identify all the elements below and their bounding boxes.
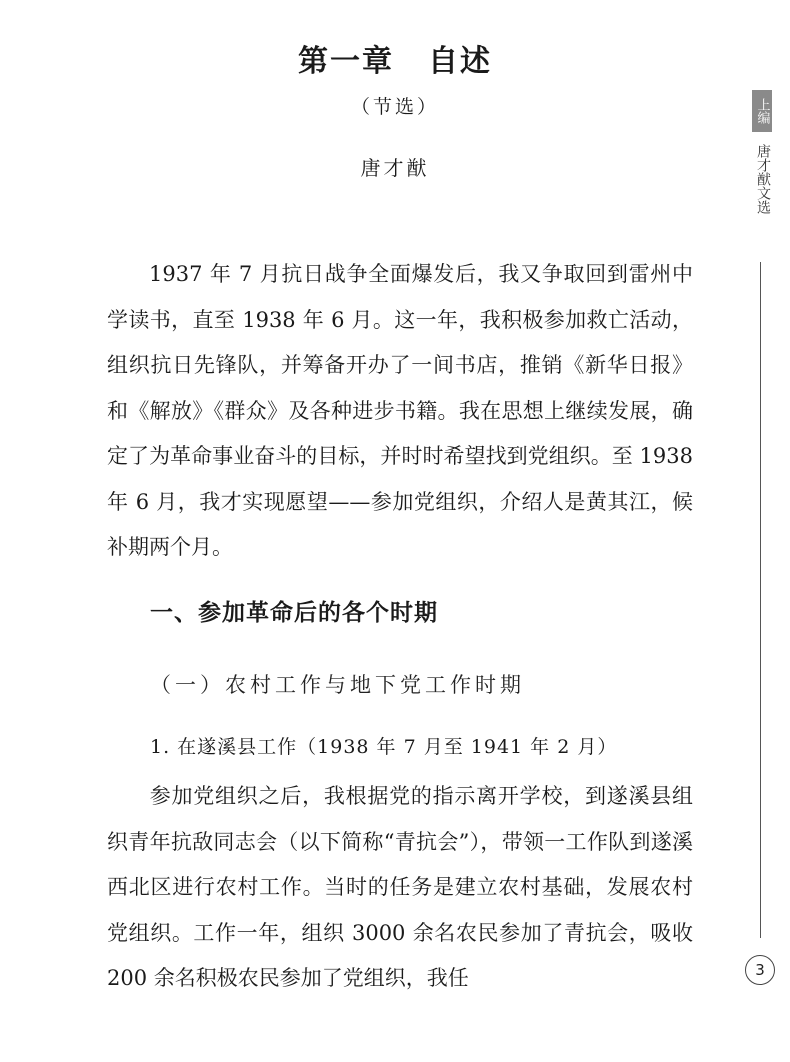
subsection-heading: （一）农村工作与地下党工作时期 — [150, 673, 525, 697]
page-number: 3 — [745, 955, 775, 985]
item-paragraph — [107, 774, 693, 1002]
item-paragraph-text: 参加党组织之后，我根据党的指示离开学校，到遂溪县组织青年抗敌同志会（以下简称“青抗会”），带领一工作队到遂溪西北区进行农村工作。当时的任务是建立农村基础，发展农村党组织。工作一年，组织 3000 余名农民参加了青抗会，吸收 200 余名积极农民参加了党组织，我任 — [107, 784, 693, 990]
item-heading: 1. 在遂溪县工作（1938 年 7 月至 1941 年 2 月） — [150, 736, 618, 758]
margin-rule — [760, 262, 761, 938]
section-heading: 一、参加革命后的各个时期 — [150, 600, 438, 626]
author-name: 唐才猷 — [360, 156, 430, 180]
excerpt-note: （节选） — [350, 96, 439, 118]
chapter-name: 自述 — [428, 44, 492, 79]
running-book-title: 唐才猷文选 — [755, 144, 771, 214]
intro-paragraph-text: 1937 年 7 月抗日战争全面爆发后，我又争取回到雷州中学读书，直至 1938 年 6 月。这一年，我积极参加救亡活动，组织抗日先锋队，并筹备开办了一间书店，推销《新华日报》和《解放》《群众》及各种进步书籍。我在思想上继续发展，确定了为革命事业奋斗的目标，并时时希望找到党组织。至 1938 年 6 月，我才实现愿望——参加党组织，介绍人是黄其江，候补期两个月。 — [107, 262, 693, 559]
intro-paragraph — [107, 252, 693, 571]
chapter-number: 第一章 — [298, 44, 394, 79]
part-tab: 上编 — [752, 90, 772, 132]
chapter-title — [0, 36, 790, 80]
